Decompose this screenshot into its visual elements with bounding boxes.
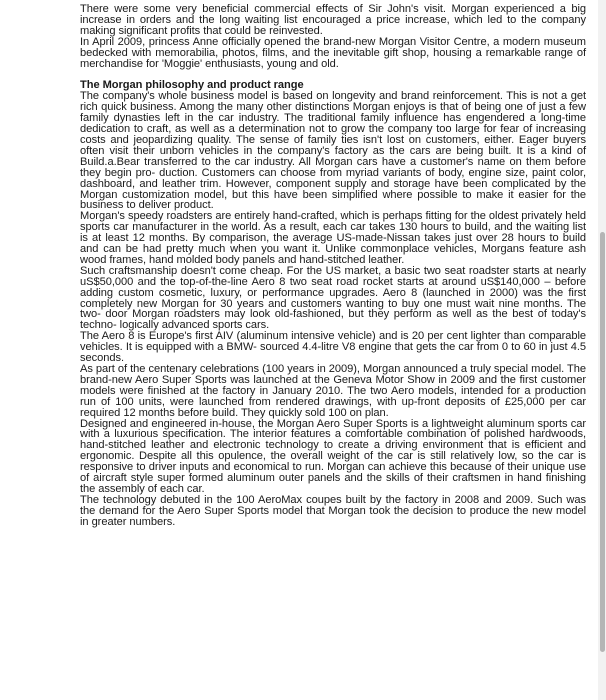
body-paragraph-1: The company's whole business model is based on longevity and brand reinforcement. This is not a get rich quick business. Among the many other distinctions Morgan enjoys is that of being one of just a few family dynasties left in the car industry. The traditional family influence has engendered a long-time dedication to craft, as well as a determination not to grow the company too large for fear of increasing costs and jeopardizing quality. The sense of family ties isn't lost on customers, either. Eager buyers often visit their unborn vehicles in the company's factory as the cars are being built. It is a kind of Build.a.Bear transferred to the car industry. All Morgan cars have a customer's name on them before they begin pro- duction. Customers can choose from myriad variants of body, engine size, paint color, dashboard, and leather trim. However, component supply and storage have been complicated by the Morgan customization model, but this have been simplified where possible to make it easier for the business to deliver product. bbox=[80, 90, 586, 212]
body-paragraph-3: Such craftsmanship doesn't come cheap. For the US market, a basic two seat roadster starts at nearly uS$50,000 and the top-of-the-line Aero 8 two seat road rocket starts at around uS$140,000 – before adding custom cosmetic, luxury, or performance upgrades. Aero 8 (launched in 2000) was the first completely new Morgan for 30 years and customers wanting to buy one must wait nine months. The two- door Morgan roadsters may look old-fashioned, but they perform as well as the best of today's techno- logically advanced sports cars. bbox=[80, 264, 586, 332]
body-paragraph-6: Designed and engineered in-house, the Morgan Aero Super Sports is a lightweight aluminum sports car with a luxurious specification. The interior features a comfortable combination of polished hardwoods, hand-stitched leather and electronic technology to create a driving environment that is efficient and ergonomic. Despite all this opulence, the overall weight of the car is still relatively low, so the car is responsive to driver inputs and economical to run. Morgan can achieve this because of their unique use of aircraft style super formed aluminum outer panels and the skills of their craftsmen in hand finishing the assembly of each car. bbox=[80, 417, 586, 495]
vertical-scrollbar[interactable] bbox=[598, 0, 606, 700]
body-paragraph-7: The technology debuted in the 100 AeroMax coupes built by the factory in 2008 and 2009. Such was the demand for the Aero Super Sports model that Morgan took the decision to produce the new model in greater numbers. bbox=[80, 493, 586, 528]
section-heading: The Morgan philosophy and product range bbox=[80, 79, 304, 92]
body-paragraph-4: The Aero 8 is Europe's first AIV (aluminum intensive vehicle) and is 20 per cent lighter than comparable vehicles. It is equipped with a BMW- sourced 4.4-litre V8 engine that gets the car from 0 to 60 in just 4.5 seconds. bbox=[80, 330, 586, 365]
intro-paragraph-1: There were some very beneficial commercial effects of Sir John's visit. Morgan experienced a big increase in orders and the long waiting list encouraged a price increase, which led to the company making significant profits that could be reinvested. bbox=[80, 3, 586, 37]
body-paragraph-2: Morgan's speedy roadsters are entirely hand-crafted, which is perhaps fitting for the oldest privately held sports car manufacturer in the world. As a result, each car takes 130 hours to build, and the waiting list is at least 12 months. By comparison, the average US-made-Nissan takes just over 28 hours to build and can be had pretty much when you want it. Unlike commonplace vehicles, Morgans feature ash wood frames, hand molded body panels and hand-stitched leather. bbox=[80, 210, 586, 266]
body-paragraph-5: As part of the centenary celebrations (100 years in 2009), Morgan announced a truly special model. The brand-new Aero Super Sports was launched at the Geneva Motor Show in 2009 and the first customer models were finished at the factory in January 2010. The two Aero models, intended for a production run of 100 units, were launched from rendered drawings, with up-front deposits of £25,000 per car required 12 months before build. They quickly sold 100 on plan. bbox=[80, 363, 586, 419]
scrollbar-thumb[interactable] bbox=[600, 232, 605, 652]
document-body bbox=[80, 4, 586, 528]
intro-paragraph-2: In April 2009, princess Anne officially opened the brand-new Morgan Visitor Centre, a modern museum bedecked with memorabilia, photos, films, and the inevitable gift shop, housing a remarkable range of merchandise for 'Moggie' enthusiasts, young and old. bbox=[80, 35, 586, 70]
